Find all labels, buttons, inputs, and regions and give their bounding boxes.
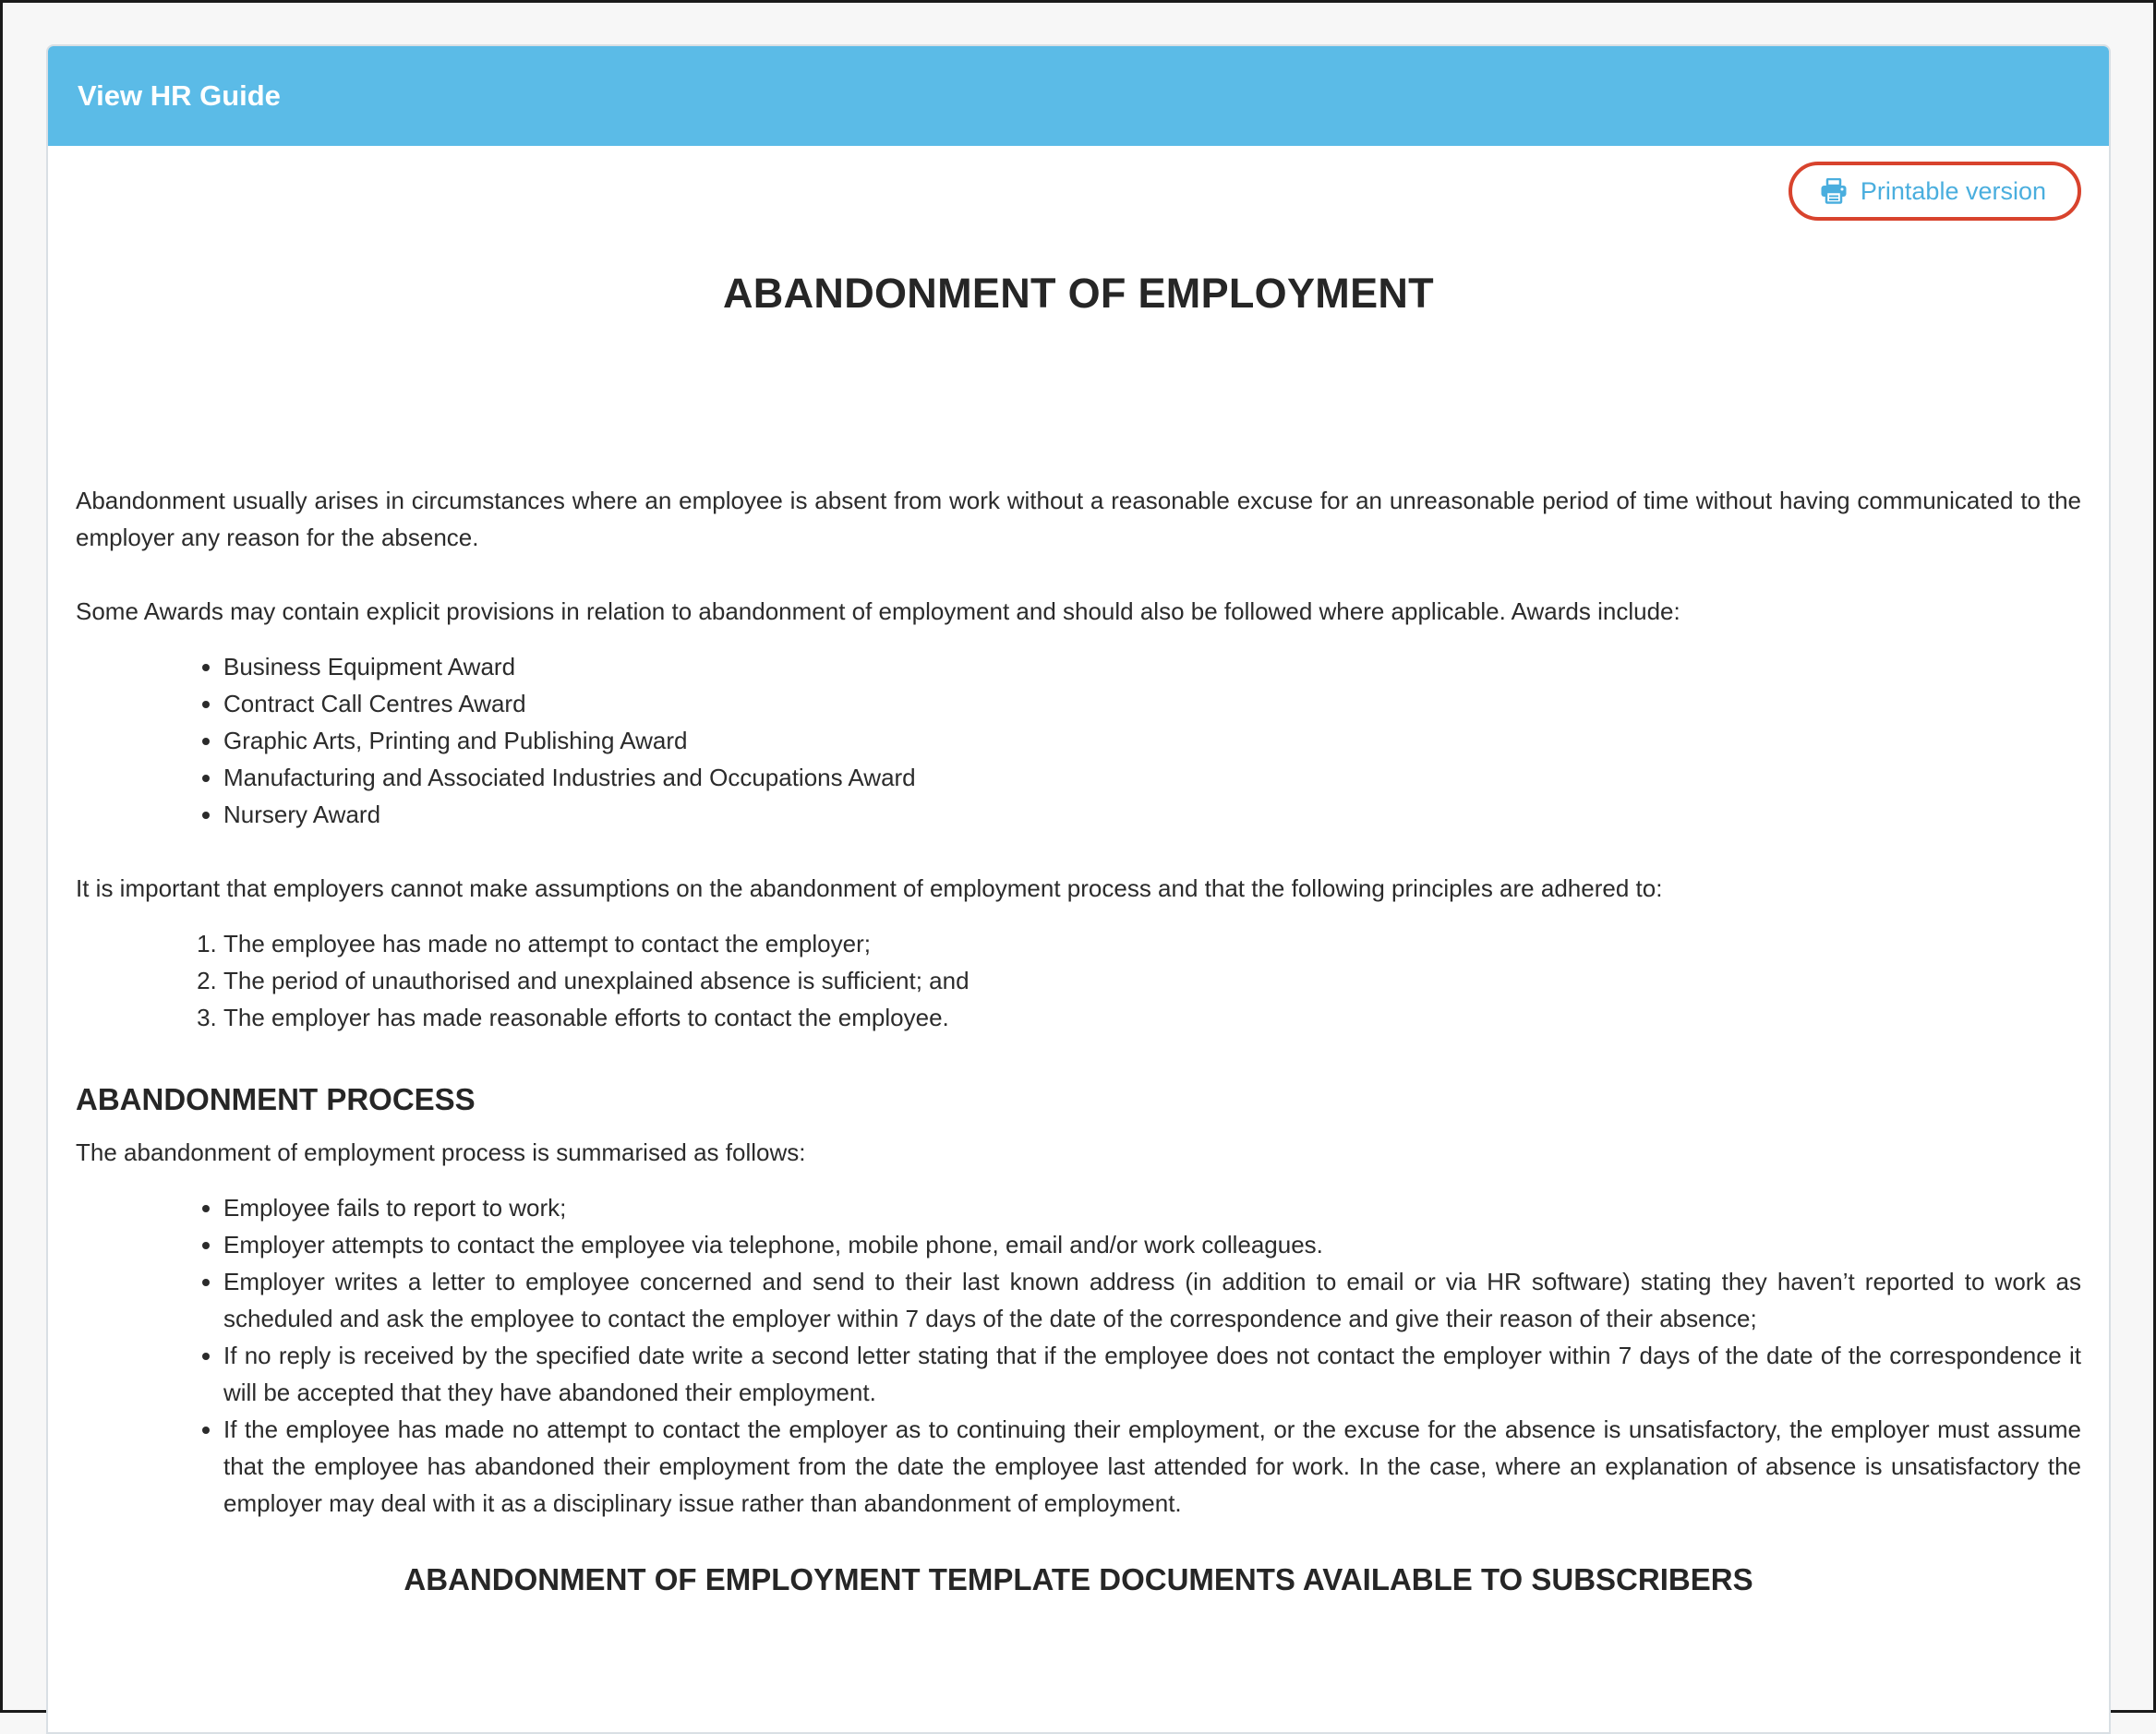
printable-version-button[interactable] [1789, 162, 2081, 221]
list-item: • Employee fails to report to work; [223, 1189, 2081, 1226]
intro-paragraph: Abandonment usually arises in circumstances where an employee is absent from work without a reasonable excuse for an unreasonable period of time without having communicated to the employer any reason for the absence. [76, 487, 2081, 551]
list-item: • Employer writes a letter to employee concerned and send to their last known address (in addition to email or via HR software) stating they haven’t reported to work as scheduled and ask the employee to contact the employer within 7 days of the date of the correspondence and give their reason of their absence; [223, 1263, 2081, 1337]
hr-guide-panel [46, 44, 2111, 1734]
list-item: 2. The period of unauthorised and unexplained absence is sufficient; and [223, 962, 2081, 999]
list-item: • If the employee has made no attempt to contact the employer as to continuing their employment, or the excuse for the absence is unsatisfactory, the employer must assume that the employee has abandoned their employment from the date the employee last attended for work. In the case, where an explanation of absence is unsatisfactory the employer may deal with it as a disciplinary issue rather than abandonment of employment. [223, 1411, 2081, 1522]
process-heading: ABANDONMENT PROCESS [76, 1082, 476, 1116]
list-item: 1. The employee has made no attempt to contact the employer; [223, 925, 2081, 962]
awards-intro-paragraph: Some Awards may contain explicit provisions in relation to abandonment of employment and should also be followed where applicable. Awards include: [76, 597, 1680, 625]
process-steps-list [76, 1189, 2081, 1522]
document-title: ABANDONMENT OF EMPLOYMENT [723, 270, 1434, 317]
principles-list [76, 925, 2081, 1036]
panel-title: View HR Guide [78, 79, 281, 112]
list-item: • Nursery Award [223, 796, 2081, 833]
templates-heading: ABANDONMENT OF EMPLOYMENT TEMPLATE DOCUMENTS AVAILABLE TO SUBSCRIBERS [403, 1562, 1753, 1596]
panel-header [48, 46, 2109, 146]
list-item: • Employer attempts to contact the employee via telephone, mobile phone, email and/or work colleagues. [223, 1226, 2081, 1263]
printer-icon [1820, 178, 1848, 204]
principles-intro-paragraph: It is important that employers cannot make assumptions on the abandonment of employment process and that the following principles are adhered to: [76, 874, 1663, 902]
list-item: • Graphic Arts, Printing and Publishing Award [223, 722, 2081, 759]
printable-version-label: Printable version [1860, 176, 2046, 205]
list-item: 3. The employer has made reasonable efforts to contact the employee. [223, 999, 2081, 1036]
list-item: • Manufacturing and Associated Industries and Occupations Award [223, 759, 2081, 796]
awards-list [76, 648, 2081, 833]
panel-body [48, 146, 2109, 1597]
list-item: • Business Equipment Award [223, 648, 2081, 685]
process-intro-paragraph: The abandonment of employment process is summarised as follows: [76, 1138, 806, 1166]
list-item: • Contract Call Centres Award [223, 685, 2081, 722]
print-row [76, 146, 2081, 221]
list-item: • If no reply is received by the specified date write a second letter stating that if the employee does not contact the employer within 7 days of the date of the correspondence it will be accepted that they have abandoned their employment. [223, 1337, 2081, 1411]
